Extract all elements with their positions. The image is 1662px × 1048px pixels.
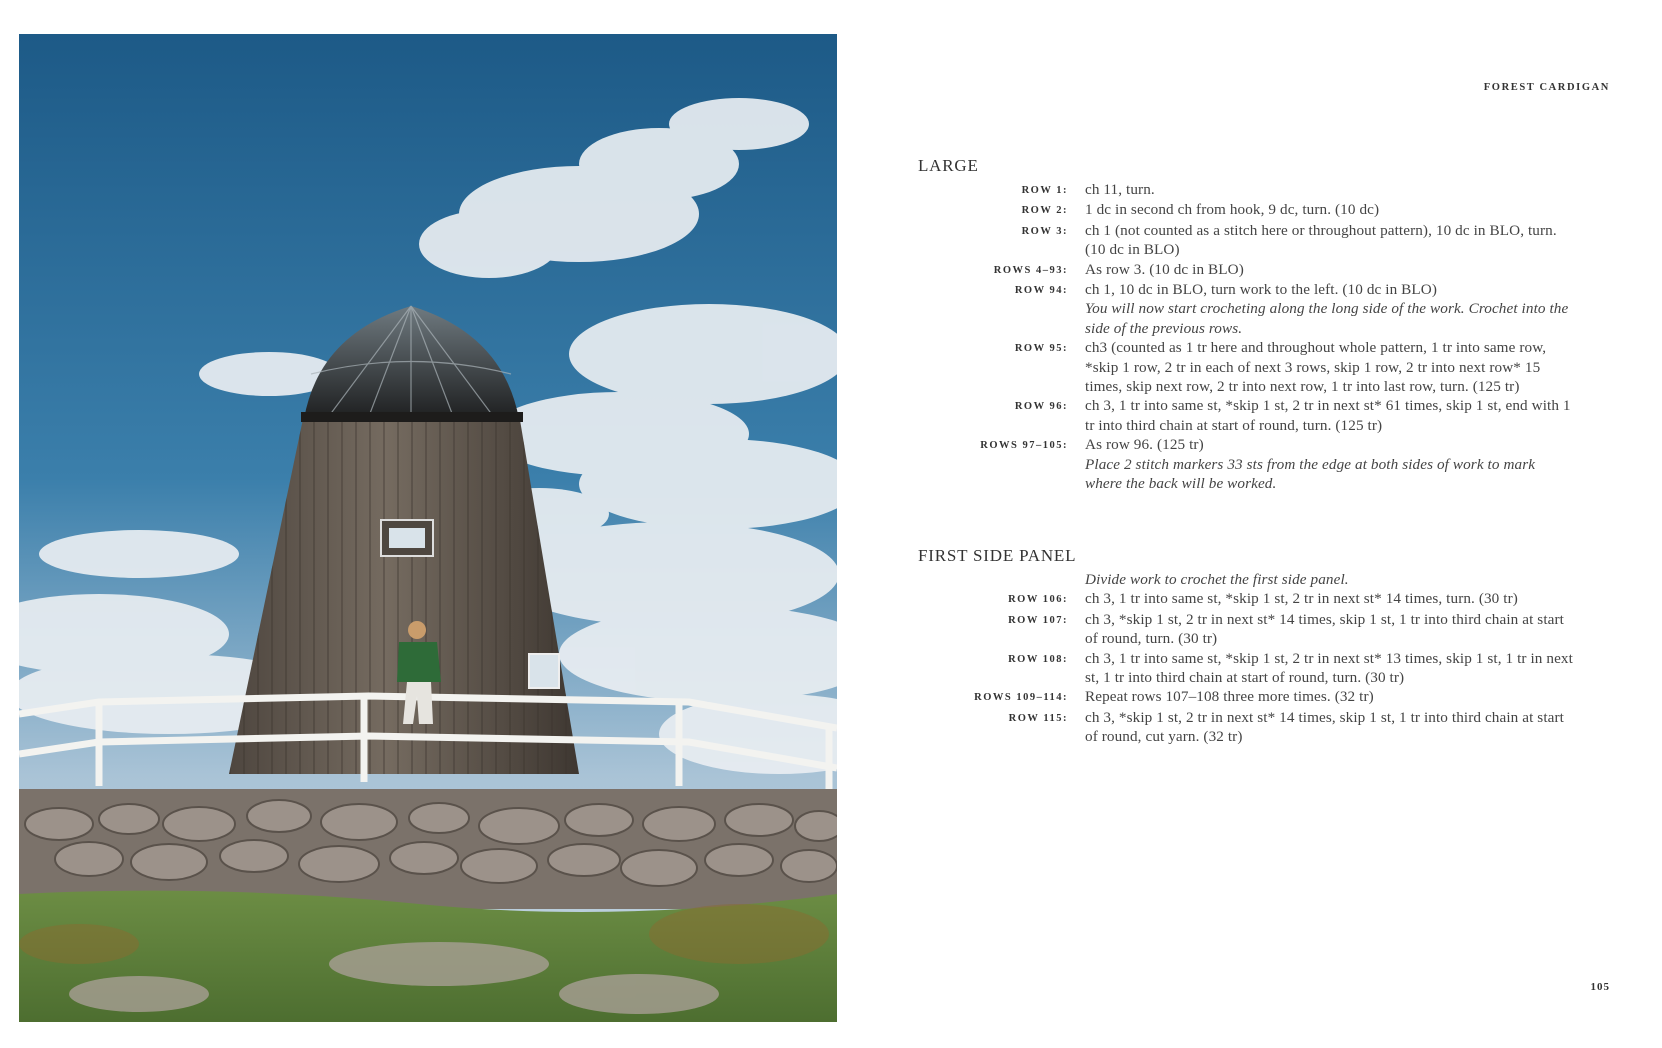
running-head: FOREST CARDIGAN	[1483, 82, 1610, 93]
row-body	[1085, 687, 1575, 706]
row-text: ch 3, *skip 1 st, 2 tr in next st* 14 times, skip 1 st, 1 tr into third chain at start of round, turn. (30 tr)	[1085, 610, 1564, 648]
row-body	[1085, 435, 1575, 493]
row-text: ch 3, *skip 1 st, 2 tr in next st* 14 times, skip 1 st, 1 tr into third chain at start of round, cut yarn. (32 tr)	[1085, 708, 1564, 746]
pattern-row	[918, 708, 1578, 747]
row-text: As row 3. (10 dc in BLO)	[1085, 260, 1244, 278]
row-label: ROWS 4–93:	[993, 264, 1068, 276]
row-label: ROW 3:	[1021, 225, 1068, 237]
pattern-row	[918, 687, 1578, 707]
section-first-side-panel	[918, 546, 1578, 747]
row-text: ch 3, 1 tr into same st, *skip 1 st, 2 tr in next st* 14 times, turn. (30 tr)	[1085, 590, 1518, 608]
row-text: As row 96. (125 tr)	[1085, 436, 1204, 454]
pattern-row	[918, 260, 1578, 280]
row-body	[1085, 649, 1575, 688]
row-text: ch 11, turn.	[1085, 181, 1155, 198]
row-text: ch 1, 10 dc in BLO, turn work to the left. (10 dc in BLO)	[1085, 281, 1437, 299]
row-label: ROW 107:	[1008, 614, 1068, 626]
row-label: ROW 2:	[1021, 205, 1068, 217]
pattern-row	[918, 589, 1578, 609]
pattern-row	[918, 221, 1578, 260]
row-text: ch 3, 1 tr into same st, *skip 1 st, 2 tr in next st* 61 times, skip 1 st, end with 1 tr into third chain at start of round, turn. (125 tr)	[1085, 397, 1571, 434]
row-label: ROW 115:	[1008, 712, 1068, 724]
row-note: Place 2 stitch markers 33 sts from the edge at both sides of work to mark where the back will be worked.	[1085, 455, 1536, 493]
row-label: ROWS 109–114:	[974, 692, 1068, 704]
row-label: ROW 108:	[1008, 653, 1068, 665]
page-number: 105	[1590, 981, 1610, 993]
row-text: 1 dc in second ch from hook, 9 dc, turn. (10 dc)	[1085, 201, 1380, 219]
photo-illustration	[19, 34, 837, 1022]
pattern-row	[918, 610, 1578, 649]
row-body	[1085, 180, 1575, 199]
section-title: FIRST SIDE PANEL	[918, 546, 1077, 565]
intro-row	[918, 570, 1578, 589]
row-text: ch 3, 1 tr into same st, *skip 1 st, 2 tr in next st* 13 times, skip 1 st, 1 tr in next st, 1 tr into third chain at start of round, turn. (30 tr)	[1085, 649, 1573, 687]
pattern-row	[918, 180, 1578, 200]
pattern-row	[918, 396, 1578, 435]
pattern-row	[918, 200, 1578, 220]
row-label: ROW 95:	[1014, 343, 1068, 355]
row-label: ROW 1:	[1021, 185, 1068, 196]
row-body	[1085, 396, 1575, 435]
pattern-row	[918, 649, 1578, 688]
pattern-row	[918, 338, 1578, 396]
section-title: LARGE	[918, 156, 979, 175]
pattern-row	[918, 435, 1578, 493]
row-body	[1085, 589, 1575, 608]
row-label: ROW 94:	[1014, 285, 1068, 297]
row-text: ch3 (counted as 1 tr here and throughout whole pattern, 1 tr into same row, *skip 1 row, 2 tr in each of next 3 rows, skip 1 row, 2 tr into next row* 15 times, skip next row, 2 tr into next row, 1 tr into last row, turn. (125 tr)	[1085, 339, 1547, 396]
row-label: ROWS 97–105:	[980, 440, 1068, 452]
row-body	[1085, 338, 1575, 396]
row-text: ch 1 (not counted as a stitch here or throughout pattern), 10 dc in BLO, turn. (10 dc in BLO)	[1085, 221, 1557, 259]
intro-note: Divide work to crochet the first side panel.	[1085, 571, 1349, 588]
row-label: ROW 96:	[1014, 401, 1068, 413]
row-label: ROW 106:	[1008, 594, 1068, 606]
row-text: Repeat rows 107–108 three more times. (32 tr)	[1085, 688, 1374, 706]
row-note: You will now start crocheting along the long side of the work. Crochet into the side of the previous rows.	[1085, 300, 1569, 337]
pattern-row	[918, 280, 1578, 338]
section-large	[918, 156, 1578, 494]
row-body	[1085, 260, 1575, 279]
row-body	[1085, 200, 1575, 219]
row-list	[918, 589, 1578, 746]
row-list	[918, 180, 1578, 494]
row-body	[1085, 610, 1575, 649]
row-body	[1085, 708, 1575, 747]
row-body	[1085, 221, 1575, 260]
row-body	[1085, 280, 1575, 338]
photo-tower-by-sea	[19, 34, 837, 1022]
